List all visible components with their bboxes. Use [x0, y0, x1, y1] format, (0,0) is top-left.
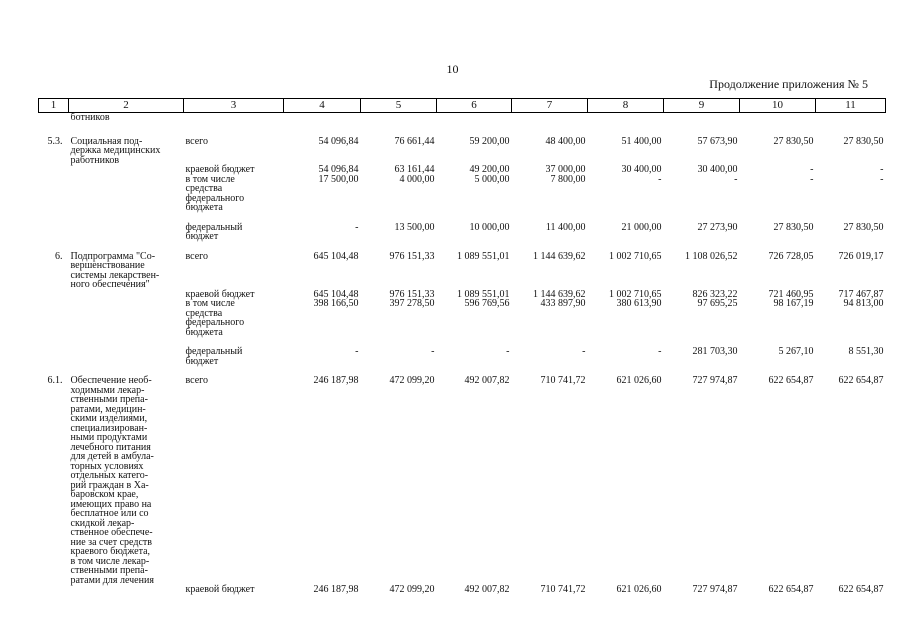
amount-cell: 59 200,00 [469, 135, 510, 147]
table-row [39, 347, 886, 376]
header-cell: 1 [39, 99, 69, 113]
header-cell: 4 [284, 99, 361, 113]
amount-cell: 246 187,98 [313, 375, 359, 386]
row-number [39, 165, 69, 175]
row-title: Подпрограмма "Со- вершенствование системы лекарствен- ного обеспечения" [70, 250, 160, 290]
row-number [39, 347, 69, 376]
row-number: 6. [55, 250, 63, 262]
row-title: Социальная под- держка медицинских работников [70, 135, 161, 166]
amount-cell: 5 267,10 [778, 346, 814, 357]
amount-cell: 645 104,48 [313, 288, 359, 300]
amount-cell: 710 741,72 [540, 375, 586, 386]
header-cell: 6 [437, 99, 512, 113]
amount-cell: 27 830,50 [843, 221, 884, 233]
amount-cell: 976 151,33 [389, 288, 435, 300]
funding-source: краевой бюджет [185, 584, 255, 595]
amount-cell: 11 400,00 [545, 221, 586, 233]
amount-cell: - [880, 173, 884, 185]
funding-source: краевой бюджет [185, 288, 255, 300]
amount-cell: 727 974,87 [692, 584, 738, 595]
amount-cell: 49 200,00 [469, 164, 510, 175]
amount-cell: 76 661,44 [394, 135, 435, 147]
header-cell: 9 [664, 99, 740, 113]
amount-cell: 472 099,20 [389, 375, 435, 386]
row-number [39, 223, 69, 252]
row-number [39, 585, 69, 595]
amount-cell: 826 323,22 [692, 288, 738, 300]
budget-table [38, 98, 886, 595]
amount-cell: 1 108 026,52 [685, 250, 738, 262]
column-number-row [39, 99, 886, 113]
row-title [69, 290, 184, 300]
amount-cell: - [582, 346, 586, 357]
row-number [39, 175, 69, 223]
amount-cell: 622 654,87 [838, 375, 884, 386]
amount-cell: 727 974,87 [692, 375, 738, 386]
amount-cell: 54 096,84 [318, 164, 359, 175]
table-row [39, 137, 886, 166]
amount-cell: - [734, 173, 738, 185]
row-title [69, 299, 184, 347]
table-row [39, 376, 886, 585]
row-number [39, 290, 69, 300]
amount-cell: 621 026,60 [616, 584, 662, 595]
amount-cell: 397 278,50 [389, 298, 435, 309]
amount-cell: 622 654,87 [768, 375, 814, 386]
funding-source: в том числе средства федерального бюджета [185, 298, 245, 338]
funding-source: всего [185, 135, 209, 147]
amount-cell: 98 167,19 [773, 298, 814, 309]
amount-cell: 13 500,00 [394, 221, 435, 233]
amount-cell: 433 897,90 [540, 298, 586, 309]
amount-cell: 622 654,87 [768, 584, 814, 595]
row-title [69, 175, 184, 223]
amount-cell: 30 400,00 [621, 164, 662, 175]
amount-cell: 51 400,00 [621, 135, 662, 147]
amount-cell: 281 703,30 [692, 346, 738, 357]
header-cell: 5 [361, 99, 437, 113]
amount-cell: 472 099,20 [389, 584, 435, 595]
amount-cell: 621 026,60 [616, 375, 662, 386]
header-cell: 3 [184, 99, 284, 113]
amount-cell: - [880, 164, 884, 175]
funding-source: всего [185, 250, 209, 262]
amount-cell: 398 166,50 [313, 298, 359, 309]
amount-cell: 1 002 710,65 [609, 250, 662, 262]
funding-source: всего [185, 375, 209, 386]
amount-cell: 645 104,48 [313, 250, 359, 262]
amount-cell: 37 000,00 [545, 164, 586, 175]
table-row [39, 165, 886, 175]
amount-cell: - [810, 164, 814, 175]
table-row [39, 175, 886, 223]
amount-cell: 976 151,33 [389, 250, 435, 262]
amount-cell: 721 460,95 [768, 288, 814, 300]
amount-cell: 246 187,98 [313, 584, 359, 595]
amount-cell: 596 769,56 [464, 298, 510, 309]
amount-cell: 710 741,72 [540, 584, 586, 595]
amount-cell: 726 728,05 [768, 250, 814, 262]
table-row [39, 585, 886, 595]
header-cell: 11 [816, 99, 886, 113]
amount-cell: 1 002 710,65 [609, 288, 662, 300]
amount-cell: 1 144 639,62 [533, 288, 586, 300]
amount-cell: 717 467,87 [838, 288, 884, 300]
amount-cell: - [658, 173, 662, 185]
amount-cell: 97 695,25 [697, 298, 738, 309]
amount-cell: 4 000,00 [399, 173, 435, 185]
amount-cell: 48 400,00 [545, 135, 586, 147]
row-title [69, 347, 184, 376]
amount-cell: 492 007,82 [464, 375, 510, 386]
amount-cell: 1 144 639,62 [533, 250, 586, 262]
row-number: 5.3. [47, 135, 63, 147]
table-row [39, 252, 886, 290]
row-number [39, 299, 69, 347]
row-title [69, 585, 184, 595]
amount-cell: 63 161,44 [394, 164, 435, 175]
amount-cell: - [355, 346, 359, 357]
amount-cell: 1 089 551,01 [457, 288, 510, 300]
amount-cell: 94 813,00 [843, 298, 884, 309]
amount-cell: 21 000,00 [621, 221, 662, 233]
amount-cell: 7 800,00 [550, 173, 586, 185]
amount-cell: 10 000,00 [469, 221, 510, 233]
header-cell: 10 [740, 99, 816, 113]
amount-cell: - [658, 346, 662, 357]
amount-cell: 1 089 551,01 [457, 250, 510, 262]
amount-cell: 30 400,00 [697, 164, 738, 175]
funding-source: федеральный бюджет [185, 221, 243, 242]
amount-cell: 27 830,50 [843, 135, 884, 147]
appendix-caption: Продолжение приложения № 5 [709, 77, 868, 91]
amount-cell: 27 830,50 [773, 221, 814, 233]
row-number: 6.1. [47, 375, 63, 386]
amount-cell: 8 551,30 [848, 346, 884, 357]
amount-cell: - [355, 221, 359, 233]
funding-source: в том числе средства федерального бюджета [185, 173, 245, 213]
amount-cell: 57 673,90 [697, 135, 738, 147]
continuation-text: ботников [70, 112, 110, 123]
amount-cell: - [506, 346, 510, 357]
amount-cell: - [810, 173, 814, 185]
amount-cell: 622 654,87 [838, 584, 884, 595]
amount-cell: 17 500,00 [318, 173, 359, 185]
row-title: Обеспечение необ- ходимыми лекар- ственными препа- ратами, медицин- скими изделиями, специализирован- ными продуктами лечебного питания для детей в амбула- торных условиях отдельных катего- рий граждан в Ха- баровском крае, имеющих право на бесплатное или со скидкой лекар- ственное обеспече- ние за счет средств краевого бюджета, в том числе лекар- ственными препа- ратами для лечения [70, 375, 154, 586]
header-cell: 2 [69, 99, 184, 113]
header-cell: 8 [588, 99, 664, 113]
continuation-row [39, 113, 886, 137]
funding-source: федеральный бюджет [185, 346, 243, 367]
table-row [39, 290, 886, 300]
amount-cell: 726 019,17 [838, 250, 884, 262]
amount-cell: 27 273,90 [697, 221, 738, 233]
row-title [69, 223, 184, 252]
amount-cell: - [431, 346, 435, 357]
amount-cell: 380 613,90 [616, 298, 662, 309]
amount-cell: 492 007,82 [464, 584, 510, 595]
amount-cell: 5 000,00 [474, 173, 510, 185]
funding-source: краевой бюджет [185, 164, 255, 175]
table-row [39, 223, 886, 252]
amount-cell: 54 096,84 [318, 135, 359, 147]
table-row [39, 299, 886, 347]
header-cell: 7 [512, 99, 588, 113]
row-title [69, 165, 184, 175]
amount-cell: 27 830,50 [773, 135, 814, 147]
page-number: 10 [446, 62, 459, 76]
